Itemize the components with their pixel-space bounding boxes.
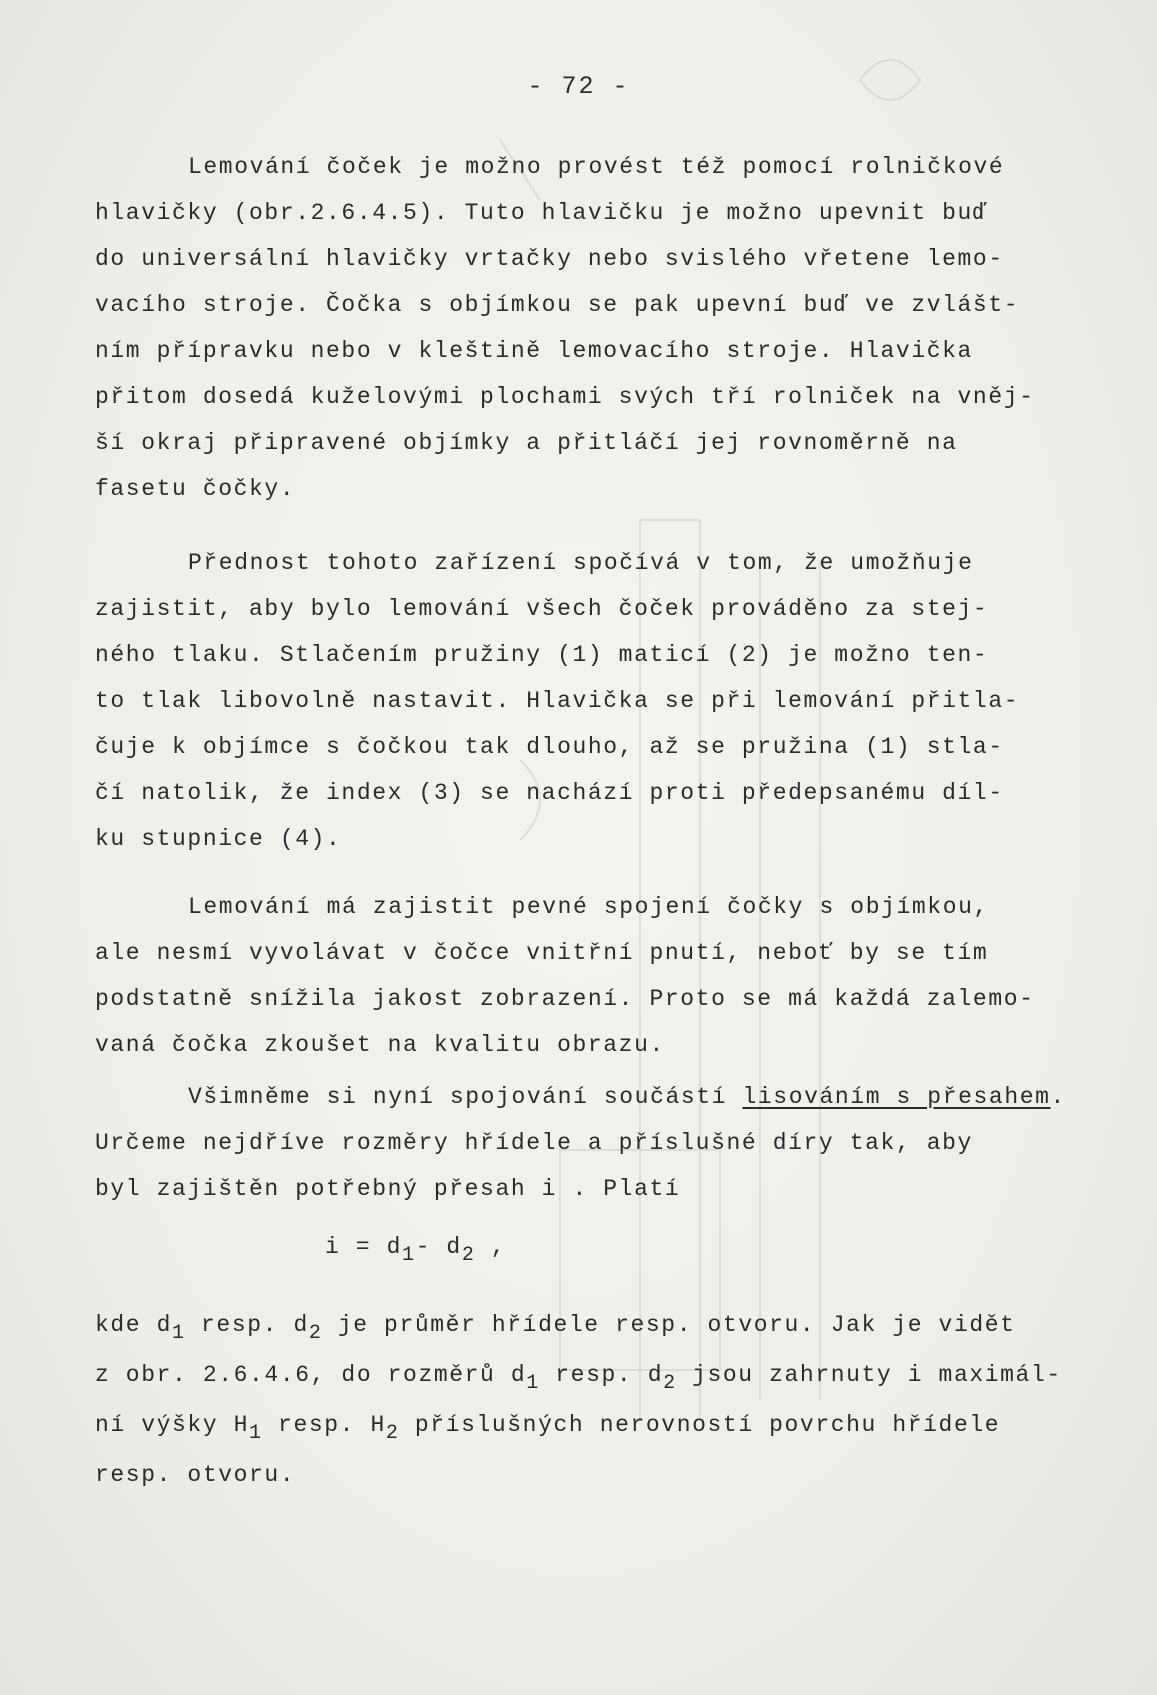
formula-minus: - d (415, 1234, 462, 1260)
text-line: do universální hlavičky vrtačky nebo svislého vřetene lemo- (95, 246, 1004, 272)
text-line: vaná čočka zkoušet na kvalitu obrazu. (95, 1032, 665, 1058)
text-line: přitom dosedá kuželovými plochami svých tří rolniček na vněj- (95, 384, 1035, 410)
subscript: 1 (526, 1372, 540, 1395)
text-line: Lemování má zajistit pevné spojení čočky s objímkou, (188, 894, 989, 920)
text-segment: příslušných nerovností povrchu hřídele (399, 1412, 1001, 1438)
text-line (95, 1310, 1075, 1345)
subscript: 2 (308, 1322, 323, 1345)
formula-lhs: i = d (325, 1234, 403, 1260)
text-segment: resp. H (262, 1412, 386, 1438)
text-line: Lemování čoček je možno provést též pomocí rolničkové (188, 154, 1005, 180)
formula (325, 1232, 1157, 1267)
text-line: Určeme nejdříve rozměry hřídele a příslušné díry tak, aby (95, 1130, 973, 1156)
subscript: 2 (461, 1244, 476, 1267)
subscript: 2 (385, 1422, 400, 1445)
text-line: fasetu čočky. (95, 476, 296, 502)
text-line: čuje k objímce s čočkou tak dlouho, až se pružina (1) stla- (95, 734, 1004, 760)
text-segment: jsou zahrnuty i maximál- (676, 1362, 1062, 1388)
text-line: ku stupnice (4). (95, 826, 342, 852)
text-segment: je průměr hřídele resp. otvoru. Jak je vidět (322, 1312, 1016, 1338)
text-line: zajistit, aby bylo lemování všech čoček prováděno za stej- (95, 596, 989, 622)
text-segment: z obr. 2.6.4.6, do rozměrů d (95, 1362, 527, 1388)
text-line: hlavičky (obr.2.6.4.5). Tuto hlavičku je možno upevnit buď (95, 200, 989, 226)
text-line: ného tlaku. Stlačením pružiny (1) maticí (2) je možno ten- (95, 642, 989, 668)
text-line: resp. otvoru. (95, 1462, 296, 1488)
text-line (188, 1082, 1157, 1112)
text-segment: ní výšky H (95, 1412, 250, 1438)
text-line: čí natolik, že index (3) se nachází proti předepsanému díl- (95, 780, 1004, 806)
text-line: ním přípravku nebo v kleštině lemovacího stroje. Hlavička (95, 338, 973, 364)
text-segment: . (1050, 1084, 1066, 1110)
underlined-term: lisováním s přesahem (742, 1084, 1051, 1110)
text-line (95, 1360, 1075, 1395)
text-segment: Všimněme si nyní spojování součástí (188, 1084, 743, 1110)
text-line: podstatně snížila jakost zobrazení. Proto se má každá zalemo- (95, 986, 1035, 1012)
subscript: 1 (249, 1422, 263, 1445)
formula-end: , (475, 1234, 507, 1260)
subscript: 1 (172, 1322, 186, 1345)
text-line: byl zajištěn potřebný přesah i . Platí (95, 1176, 681, 1202)
text-line: ale nesmí vyvolávat v čočce vnitřní pnutí, neboť by se tím (95, 940, 989, 966)
subscript: 2 (663, 1372, 677, 1395)
text-segment: resp. d (539, 1362, 664, 1388)
subscript: 1 (402, 1244, 416, 1267)
text-line: Přednost tohoto zařízení spočívá v tom, že umožňuje (188, 550, 974, 576)
text-line: vacího stroje. Čočka s objímkou se pak upevní buď ve zvlášt- (95, 292, 1020, 318)
text-line: to tlak libovolně nastavit. Hlavička se při lemování přitla- (95, 688, 1020, 714)
text-line: ší okraj připravené objímky a přitláčí jej rovnoměrně na (95, 430, 958, 456)
page-number: - 72 - (527, 72, 630, 101)
text-segment: kde d (95, 1312, 173, 1338)
text-line (95, 1410, 1075, 1445)
text-segment: resp. d (185, 1312, 309, 1338)
